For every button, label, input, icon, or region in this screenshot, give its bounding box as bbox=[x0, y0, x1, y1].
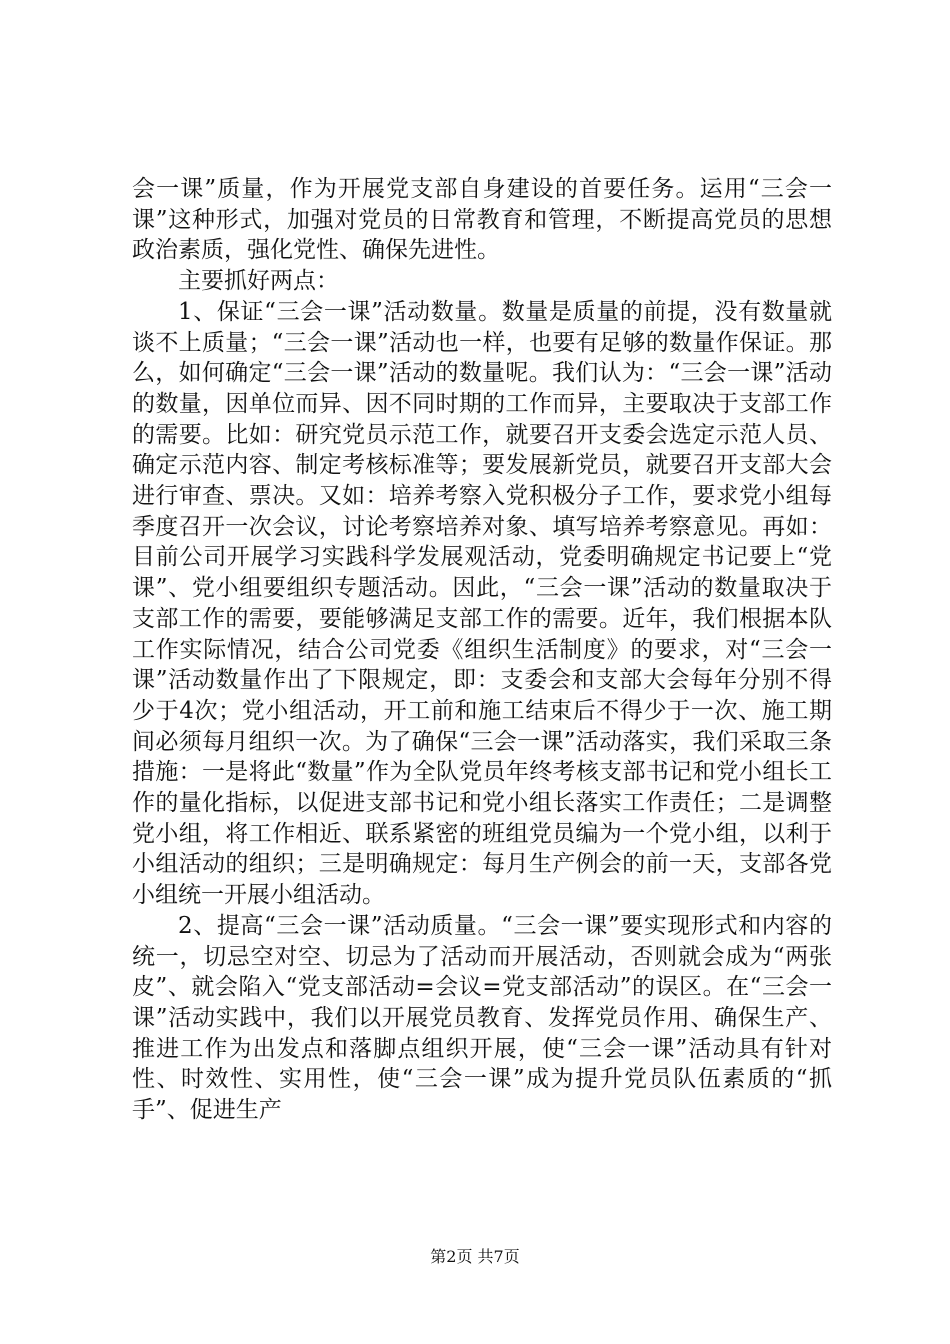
paragraph-continuation: 会一课”质量，作为开展党支部自身建设的首要任务。运用“三会一课”这种形式，加强对党员的日常教育和管理，不断提高党员的思想政治素质，强化党性、确保先进性。 bbox=[132, 176, 832, 264]
paragraph-intro: 主要抓好两点： bbox=[178, 268, 339, 295]
paragraph-point-2: 2、提高“三会一课”活动质量。“三会一课”要实现形式和内容的统一，切忌空对空、切忌为了活动而开展活动，否则就会成为“两张皮”、就会陷入“党支部活动=会议=党支部活动”的误区。在“三会一课”活动实践中，我们以开展党员教育、发挥党员作用、确保生产、推进工作为出发点和落脚点组织开展，使“三会一课”活动具有针对性、时效性、实用性，使“三会一课”成为提升党员队伍素质的“抓手”、促进生产 bbox=[132, 912, 832, 1124]
page-number-footer: 第2页 共7页 bbox=[430, 1247, 520, 1266]
document-body bbox=[132, 174, 832, 1126]
paragraph-point-1: 1、保证“三会一课”活动数量。数量是质量的前提，没有数量就谈不上质量；“三会一课”活动也一样，也要有足够的数量作保证。那么，如何确定“三会一课”活动的数量呢。我们认为：“三会一课”活动的数量，因单位而异、因不同时期的工作而异，主要取决于支部工作的需要。比如：研究党员示范工作，就要召开支委会选定示范人员、确定示范内容、制定考核标准等；要发展新党员，就要召开支部大会进行审查、票决。又如：培养考察入党积极分子工作，要求党小组每季度召开一次会议，讨论考察培养对象、填写培养考察意见。再如：目前公司开展学习实践科学发展观活动，党委明确规定书记要上“党课”、党小组要组织专题活动。因此，“三会一课”活动的数量取决于支部工作的需要，要能够满足支部工作的需要。近年，我们根据本队工作实际情况，结合公司党委《组织生活制度》的要求，对“三会一课”活动数量作出了下限规定，即：支委会和支部大会每年分别不得少于4次；党小组活动，开工前和施工结束后不得少于一次、施工期间必须每月组织一次。为了确保“三会一课”活动落实，我们采取三条措施：一是将此“数量”作为全队党员年终考核支部书记和党小组长工作的量化指标，以促进支部书记和党小组长落实工作责任；二是调整党小组，将工作相近、联系紧密的班组党员编为一个党小组，以利于小组活动的组织；三是明确规定：每月生产例会的前一天，支部各党小组统一开展小组活动。 bbox=[132, 298, 832, 909]
